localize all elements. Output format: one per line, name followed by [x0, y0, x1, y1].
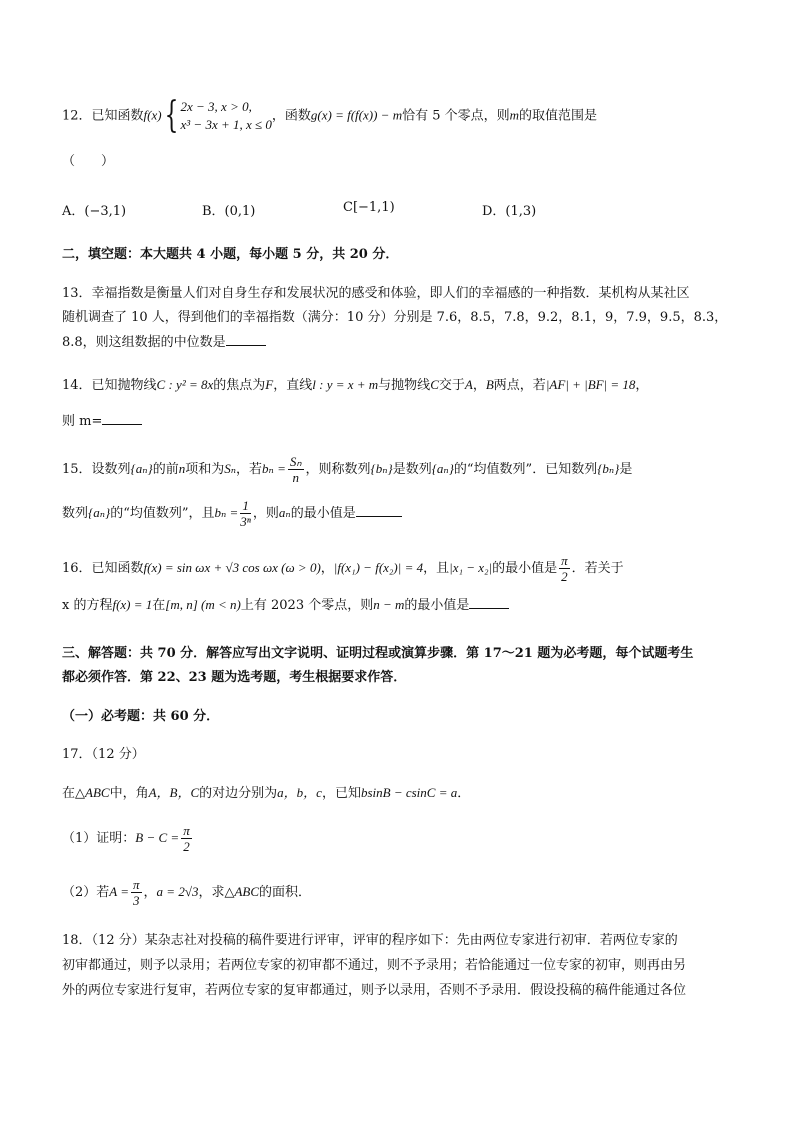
q12-option-b: B．(0,1) [202, 204, 256, 219]
q12-suffix2: 的取值范围是 [519, 108, 598, 124]
q18-line-3: 外的两位专家进行复审，若两位专家的复审都通过，则予以录用，否则不予录用．假设投稿的稿件能通过各位 [62, 983, 687, 998]
q12-cases [181, 98, 272, 134]
q15-l2b: 的“均值数列”，且 [110, 506, 215, 521]
answer-blank [356, 504, 402, 517]
q16-l2a: x 的方程 [62, 598, 113, 613]
q18-line-2: 初审都通过，则予以录用；若两位专家的初审都不通过，则不予录用；若恰能通过一位专家的初审，则再由另 [62, 958, 687, 973]
q14-l2: 则 m= [62, 414, 103, 429]
q12-option-d: D．(1,3) [482, 204, 537, 219]
q17-d: ，已知 [321, 786, 361, 801]
q17-stem [62, 784, 470, 803]
q17-p2c: ，求 [198, 885, 225, 900]
q15-frac-den: n [292, 470, 299, 485]
q14-C: C [430, 377, 439, 392]
q15-n: n [178, 461, 186, 476]
q14-c: ，直线 [273, 378, 313, 393]
q16-fx: f(x) = sin ωx + √3 cos ωx (ω > 0) [143, 560, 321, 575]
q15-Sn: Sₙ [224, 461, 237, 476]
q13-line-2: 随机调查了 10 人，得到他们的幸福指数（满分：10 分）分别是 7.6，8.5，7.8，9.2，8.1，9，7.9，9.5，8.3， [62, 310, 728, 325]
q14-g: 两点，若 [493, 378, 546, 393]
q16-abs: |f(x₁) − f(x₂)| = 4 [333, 560, 424, 575]
q14-d: 与抛物线 [378, 378, 431, 393]
q12-paren: （ ） [62, 154, 115, 169]
q15-line-1 [62, 454, 632, 485]
q17-abc: A，B，C [148, 785, 200, 800]
q17-e: ． [457, 786, 471, 801]
q15-an: {aₙ} [130, 461, 153, 476]
q17-p1-den: 2 [183, 839, 190, 854]
q15-a: 15．设数列 [62, 462, 131, 477]
q17-part-2 [62, 877, 311, 908]
subsection-required: （一）必考题：共 60 分． [62, 709, 220, 724]
q17-p2tri: △ABC [224, 884, 260, 899]
q17-p2-num: π [133, 877, 140, 892]
q15-bn-eq2: bₙ = [214, 505, 239, 520]
q15-e: ，则称数列 [305, 462, 371, 477]
q16-b: ， [320, 561, 334, 576]
q16-frac-den: 2 [561, 569, 568, 584]
q14-line: l : y = x + m [312, 377, 379, 392]
q17-sides: a，b，c [277, 785, 322, 800]
q16-frac-num: π [561, 553, 568, 568]
q12-line [62, 95, 598, 136]
q17-p2a: （2）若 [62, 885, 110, 900]
q15-an4: aₙ [278, 505, 291, 520]
q15-c: 项和为 [185, 462, 225, 477]
q17-part-1 [62, 823, 194, 854]
q15-l2c: ，则 [252, 506, 279, 521]
q18-line-1: 18．（12 分）某杂志社对投稿的稿件要进行评审，评审的程序如下：先由两位专家进行初审．若两位专家的 [62, 933, 678, 948]
q17-b: 中，角 [109, 786, 149, 801]
q16-l2b: 在 [152, 598, 166, 613]
q15-an3: {aₙ} [88, 505, 111, 520]
q17-p2A: A = [109, 884, 130, 899]
q15-g: 的“均值数列”．已知数列 [453, 462, 598, 477]
q17-p2a-eq: a = 2√3 [156, 884, 199, 899]
q17-head: 17．（12 分） [62, 747, 145, 762]
q16-l2c: 上有 2023 个零点，则 [240, 598, 374, 613]
q17-c: 的对边分别为 [199, 786, 278, 801]
q14-line-1 [62, 376, 648, 395]
q16-eq: f(x) = 1 [112, 597, 153, 612]
q17-p2d: 的面积． [259, 885, 312, 900]
q13-line-3-text: 8.8，则这组数据的中位数是 [62, 335, 226, 350]
q15-bn2: {bₙ} [597, 461, 620, 476]
q12-case2: x³ − 3x + 1, x ≤ 0 [180, 117, 272, 132]
section-3-heading-2: 都必须作答．第 22、23 题为选考题，考生根据要求作答． [62, 670, 407, 685]
q16-l2d: 的最小值是 [404, 598, 470, 613]
q17-p1a: （1）证明： [62, 831, 136, 846]
q16-a: 16．已知函数 [62, 561, 144, 576]
q13-line-1: 13．幸福指数是衡量人们对自身生存和发展状况的感受和体验，即人们的幸福感的一种指数．某机构从某社区 [62, 286, 690, 301]
q17-p2-den: 3 [133, 893, 140, 908]
section-3-heading-1: 三、解答题：共 70 分．解答应写出文字说明、证明过程或演算步骤．第 17～21 题为必考题，每个试题考生 [62, 646, 694, 661]
q13-line-3 [62, 333, 266, 352]
q14-f: ， [472, 378, 486, 393]
q16-fraction [559, 553, 570, 584]
q12-case1: 2x − 3, x > 0, [180, 99, 252, 114]
q15-b: 的前 [152, 462, 179, 477]
q14-line-2 [62, 412, 142, 431]
q15-fraction-2 [240, 498, 251, 529]
q17-a: 在 [62, 786, 76, 801]
q15-h: 是 [619, 462, 633, 477]
q17-p2b: ， [143, 885, 157, 900]
q16-d: 的最小值是 [492, 561, 558, 576]
q15-frac2-den: 3ⁿ [240, 514, 251, 529]
q17-p1-fraction [181, 823, 192, 854]
q14-B: B [485, 377, 494, 392]
q16-c: ，且 [423, 561, 450, 576]
q15-f: 是数列 [392, 462, 432, 477]
q14-eq: |AF| + |BF| = 18 [545, 377, 636, 392]
q15-fraction [288, 454, 304, 485]
q12-suffix: 恰有 5 个零点，则 [402, 108, 510, 124]
q12-gx: g(x) = f(f(x)) − m [310, 107, 403, 123]
q14-e: 交于 [438, 378, 465, 393]
q12-m: m [509, 107, 520, 123]
q12-fx: f(x) [143, 107, 162, 123]
q16-line-2 [62, 596, 509, 615]
q17-p2-fraction [131, 877, 142, 908]
answer-blank [469, 596, 509, 609]
q15-d: ，若 [236, 462, 263, 477]
q16-abs2: |x₁ − x₂| [449, 560, 493, 575]
q16-e: ．若关于 [571, 561, 624, 576]
q12-option-a: A．(−3,1) [62, 204, 127, 219]
section-2-heading: 二，填空题：本大题共 4 小题，每小题 5 分，共 20 分． [62, 247, 399, 262]
q15-bn: {bₙ} [370, 461, 393, 476]
q17-p1eq: B − C = [135, 830, 180, 845]
q15-frac-num: Sₙ [289, 454, 302, 469]
answer-blank [102, 412, 142, 425]
q15-bn-eq: bₙ = [262, 461, 286, 476]
q15-l2d: 的最小值是 [290, 506, 356, 521]
q14-a: 14．已知抛物线 [62, 378, 157, 393]
q14-parabola: C : y² = 8x [156, 377, 214, 392]
q16-line-1 [62, 553, 624, 584]
answer-blank [226, 333, 266, 346]
q17-eq: bsinB − csinC = a [360, 785, 458, 800]
q14-A: A [464, 377, 473, 392]
q15-l2a: 数列 [62, 506, 89, 521]
q14-b: 的焦点为 [213, 378, 266, 393]
q15-line-2 [62, 498, 402, 529]
q15-frac2-num: 1 [240, 498, 251, 514]
q12-mid: ，函数 [271, 108, 311, 124]
q17-p1-num: π [183, 823, 190, 838]
q16-interval: [m, n] (m < n) [165, 597, 241, 612]
q12-prefix: 12．已知函数 [62, 108, 144, 124]
q16-nm: n − m [373, 597, 405, 612]
q12-option-c: C[−1,1) [343, 200, 395, 215]
brace-icon: { [164, 95, 178, 136]
q14-h: ， [635, 378, 649, 393]
q14-F: F [265, 377, 274, 392]
q17-tri: △ABC [75, 785, 110, 800]
q15-an2: {aₙ} [431, 461, 454, 476]
